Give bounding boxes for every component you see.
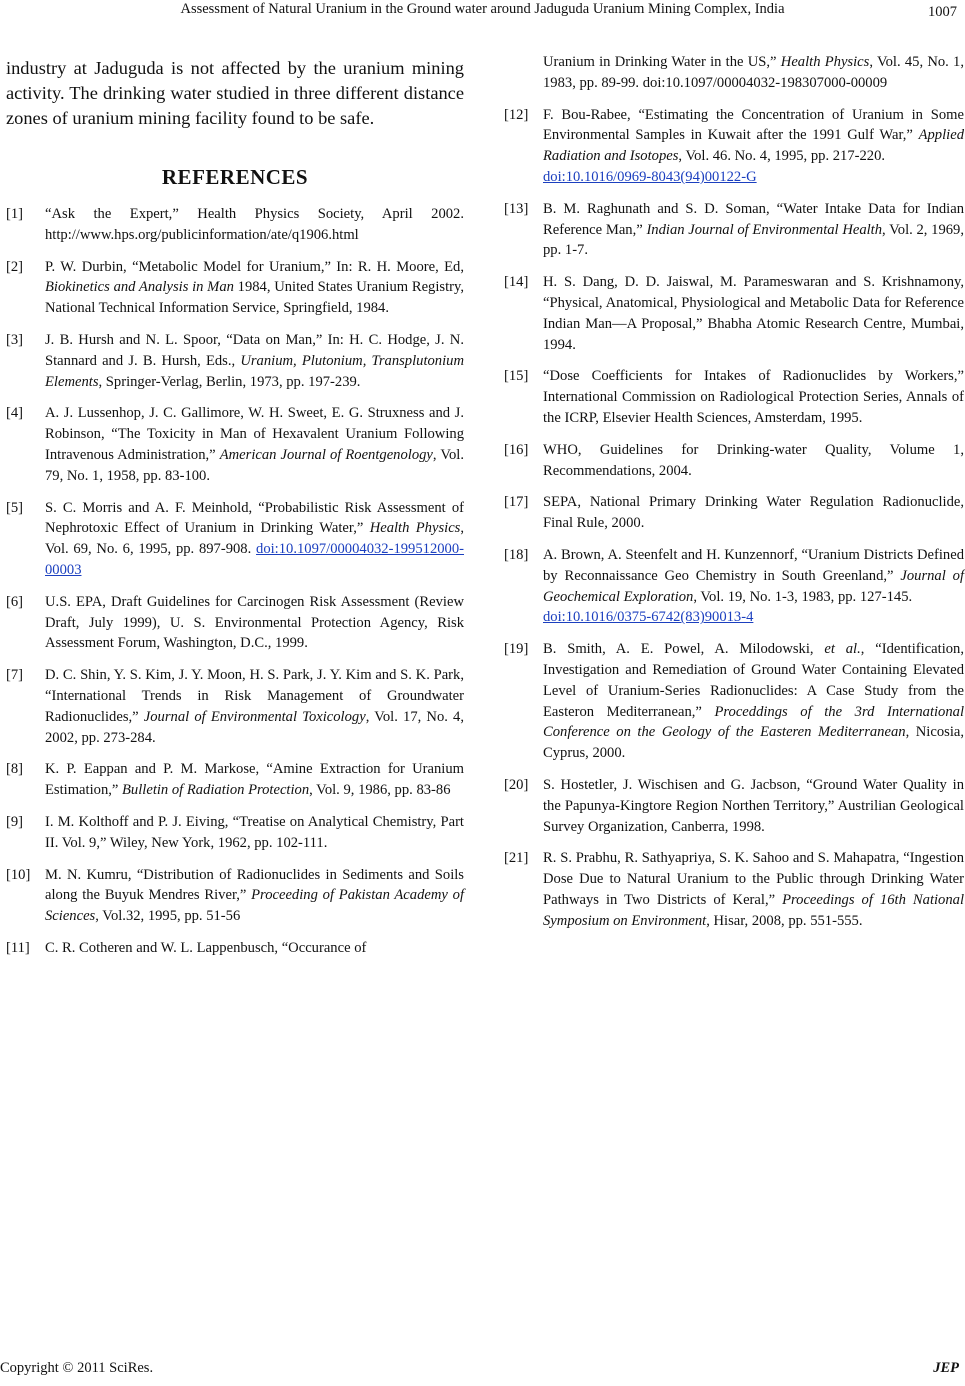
reference-source: Proceeding of Pakistan Academy of Sciences [45,887,464,925]
reference-authors-title: S. C. Morris and A. F. Meinhold, “Probabilistic Risk Assessment of Nephrotoxic Effect of Uranium in Drinking Water,” [45,499,464,537]
reference-item [504,366,964,428]
reference-number: [19] [504,641,529,658]
reference-number: [2] [6,258,24,275]
reference-text [45,206,464,243]
reference-details: , Hisar, 2008, pp. 551-555. [706,912,863,929]
ref-11-cont-post: , Vol. 45, No. 1, 1983, pp. 89-99. [543,54,965,91]
reference-item [504,199,964,261]
reference-text [45,814,464,851]
reference-text [543,368,964,426]
reference-details-2: , Nicosia, Cyprus, 2000. [543,724,964,762]
reference-item [6,938,464,959]
reference-number: [15] [504,368,529,385]
reference-number: [9] [6,813,24,830]
ref-11-cont-journal: Health Physics [780,54,870,70]
left-column [6,52,464,970]
reference-source: American Journal of Roentgenology [219,446,433,463]
reference-authors-title: F. Bou-Rabee, “Estimating the Concentration of Uranium in Some Environmental Samples in Kuwait after the 1991 Gulf War,” [543,106,964,144]
ref-11-doi-link[interactable]: doi:10.1097/00004032-198307000-00009 [642,74,888,91]
reference-number: [1] [6,206,24,222]
journal-abbrev: JEP [933,1360,959,1376]
reference-body: U.S. EPA, Draft Guidelines for Carcinogen Risk Assessment (Review Draft, July 1999), U. S. Environmental Protection Agency, Risk Assessment Forum, Washington, D.C., 1999. [45,593,464,652]
references-list-left [6,204,464,959]
reference-authors-title: D. C. Shin, Y. S. Kim, J. Y. Moon, H. S. Park, J. Y. Kim and S. K. Park, “International Trends in Risk Management of Groundwater Radionuclides,” [45,667,464,725]
reference-text [45,259,464,317]
reference-text [543,547,964,628]
reference-item [6,403,464,486]
reference-source: Journal of Geochemical Exploration [543,567,965,605]
reference-11-continued [504,52,964,94]
right-column [504,52,964,942]
reference-authors-title: B. Smith, A. E. Powel, A. Milodowski, [543,641,825,658]
reference-details: , Vol. 9, 1986, pp. 83-86 [309,782,451,799]
reference-source-2: Proceddings of the 3rd International Conference on the Geology of the Easteren Mediterranean [543,703,965,741]
reference-text [543,641,964,761]
reference-source: Indian Journal of Environmental Health [646,221,883,238]
reference-text [45,867,464,925]
reference-authors-title: A. J. Lussenhop, J. C. Gallimore, W. H. Sweet, E. G. Struxness and J. Robinson, “The Toxicity in Man of Hexavalent Uranium Following Intravenous Administration,” [45,405,464,463]
reference-body: “Ask the Expert,” Health Physics Society, April 2002. http://www.hps.org/publicinformation/ate/q1906.html [45,206,464,243]
reference-authors-title: M. N. Kumru, “Distribution of Radionuclides in Sediments and Soils along the Buyuk Mendres River,” [45,866,464,904]
reference-item [6,759,464,801]
reference-item [6,665,464,748]
reference-body: SEPA, National Primary Drinking Water Regulation Radionuclide, Final Rule, 2000. [543,494,964,532]
reference-authors-title: R. S. Prabhu, R. Sathyapriya, S. K. Sahoo and S. Mahapatra, “Ingestion Dose Due to Natural Uranium to the Public through Drinking Water Pathways in Two Districts of Keral,” [543,850,964,908]
reference-number: [18] [504,546,529,563]
reference-authors-title: B. M. Raghunath and S. D. Soman, “Water Intake Data for Indian Reference Man,” [543,200,964,238]
reference-details: , Vol. 79, No. 1, 1958, pp. 83-100. [45,446,464,484]
reference-details: , Vol. 19, No. 1-3, 1983, pp. 127-145. [693,588,913,605]
reference-item [504,440,964,482]
reference-item [6,257,464,319]
reference-details: , Vol. 46. No. 4, 1995, pp. 217-220. [678,148,886,165]
reference-body: C. R. Cotheren and W. L. Lappenbusch, “Occurance of [45,939,367,956]
reference-text [45,405,464,483]
reference-authors-title: J. B. Hursh and N. L. Spoor, “Data on Man,” In: H. C. Hodge, J. N. Stannard and J. B. Hursh, Eds., [45,331,464,369]
reference-number: [4] [6,405,24,422]
reference-source: et al. [824,641,861,658]
reference-item [6,592,464,654]
reference-details: , Vol. 69, No. 6, 1995, pp. 897-908. [45,520,465,558]
reference-text [45,332,464,390]
reference-number: [7] [6,667,24,684]
reference-details: , Springer-Verlag, Berlin, 1973, pp. 197-239. [98,373,361,390]
reference-item [6,812,464,854]
reference-number: [20] [504,776,529,793]
page-number: 1007 [928,4,957,20]
reference-details: , Vol.32, 1995, pp. 51-56 [95,908,241,925]
reference-text [45,940,366,956]
reference-text [45,761,464,798]
reference-text [543,494,964,531]
reference-authors-title: A. Brown, A. Steenfelt and H. Kunzennorf, “Uranium Districts Defined by Reconnaissance Geo Chemistry in South Greenland,” [543,546,964,584]
references-heading: REFERENCES [161,165,309,189]
running-title: Assessment of Natural Uranium in the Ground water around Jaduguda Uranium Mining Complex, India [180,1,785,17]
reference-body: “Dose Coefficients for Intakes of Radionuclides by Workers,” International Commission on Radiological Protection Series, Annals of the ICRP, Elsevier Health Sciences, Amsterdam, 1995. [543,368,964,426]
reference-item [504,105,964,188]
reference-number: [8] [6,761,24,778]
reference-details: 1984, United States Uranium Registry, National Technical Information Service, Springfield, 1984. [45,279,464,317]
copyright-notice: Copyright © 2011 SciRes. [0,1360,154,1376]
reference-source: Proceedings of 16th National Symposium on Environment [543,891,964,929]
page-footer [0,1360,965,1382]
reference-number: [5] [6,499,24,516]
reference-details: , “Identification, Investigation and Remediation of Ground Water Containing Elevated Level of Uranium-Series Radionuclides: A Case Study from the Easteron Mediterranean,” [543,641,964,720]
reference-authors-title: K. P. Eappan and P. M. Markose, “Amine Extraction for Uranium Estimation,” [45,761,464,799]
reference-doi-link[interactable]: doi:10.1097/00004032-199512000-00003 [45,541,464,578]
reference-text [45,594,464,652]
ref-11-cont-pre: Uranium in Drinking Water in the US,” [543,54,781,70]
reference-item [6,865,464,927]
reference-source: Biokinetics and Analysis in Man [45,279,234,296]
reference-body: H. S. Dang, D. D. Jaiswal, M. Parameswaran and S. Krishnamony, “Physical, Anatomical, Physiological and Metabolic Data for Reference Indian Man—A Proposal,” Bhabha Atomic Research Centre, Mumbai, 1994. [543,274,964,353]
running-header [0,0,965,24]
reference-item [504,492,964,534]
reference-text [543,777,964,835]
reference-doi-link[interactable]: doi:10.1016/0969-8043(94)00122-G [543,168,757,185]
reference-item [6,330,464,392]
reference-text [543,274,964,352]
reference-number: [21] [504,850,529,867]
reference-item [504,639,964,764]
reference-number: [17] [504,494,529,511]
reference-text [543,107,964,188]
reference-number: [3] [6,331,24,348]
reference-text [45,667,464,745]
reference-text [45,500,464,578]
reference-item [504,272,964,355]
references-list-right [504,105,964,932]
reference-number: [10] [6,866,31,883]
reference-body: S. Hostetler, J. Wischisen and G. Jacbson, “Ground Water Quality in the Papunya-Kingtore Region Northen Territory,” Austrilian Geological Survey Organization, Canberra, 1998. [543,776,964,835]
reference-body: WHO, Guidelines for Drinking-water Quality, Volume 1, Recommendations, 2004. [543,441,964,479]
reference-item [504,545,964,628]
reference-item [504,848,964,931]
reference-source: Bulletin of Radiation Protection [122,782,310,799]
reference-item [6,204,464,246]
reference-number: [6] [6,593,24,610]
intro-paragraph: industry at Jaduguda is not affected by the uranium mining activity. The drinking water studied in three different distance zones of uranium mining facility found to be safe. [6,58,464,128]
reference-number: [12] [504,106,529,123]
reference-source: Applied Radiation and Isotopes [543,127,964,165]
reference-details: , Vol. 17, No. 4, 2002, pp. 273-284. [45,708,464,746]
reference-item [6,498,464,581]
reference-number: [11] [6,939,30,956]
reference-number: [13] [504,200,529,217]
reference-number: [16] [504,441,529,458]
reference-body: I. M. Kolthoff and P. J. Eiving, “Treatise on Analytical Chemistry, Part II. Vol. 9,” Wiley, New York, 1962, pp. 102-111. [45,813,464,851]
reference-details: , Vol. 2, 1969, pp. 1-7. [543,221,964,259]
reference-item [504,775,964,837]
reference-doi-link[interactable]: doi:10.1016/0375-6742(83)90013-4 [543,609,754,626]
reference-authors-title: P. W. Durbin, “Metabolic Model for Uranium,” In: R. H. Moore, Ed, [45,258,464,275]
reference-source: Health Physics [369,520,461,537]
reference-source: Journal of Environmental Toxicology [143,708,366,725]
reference-number: [14] [504,274,529,291]
reference-text [543,201,964,259]
reference-source: Uranium, Plutonium, Transplutonium Elements [45,352,464,390]
reference-text [543,850,964,928]
reference-text [543,442,964,479]
